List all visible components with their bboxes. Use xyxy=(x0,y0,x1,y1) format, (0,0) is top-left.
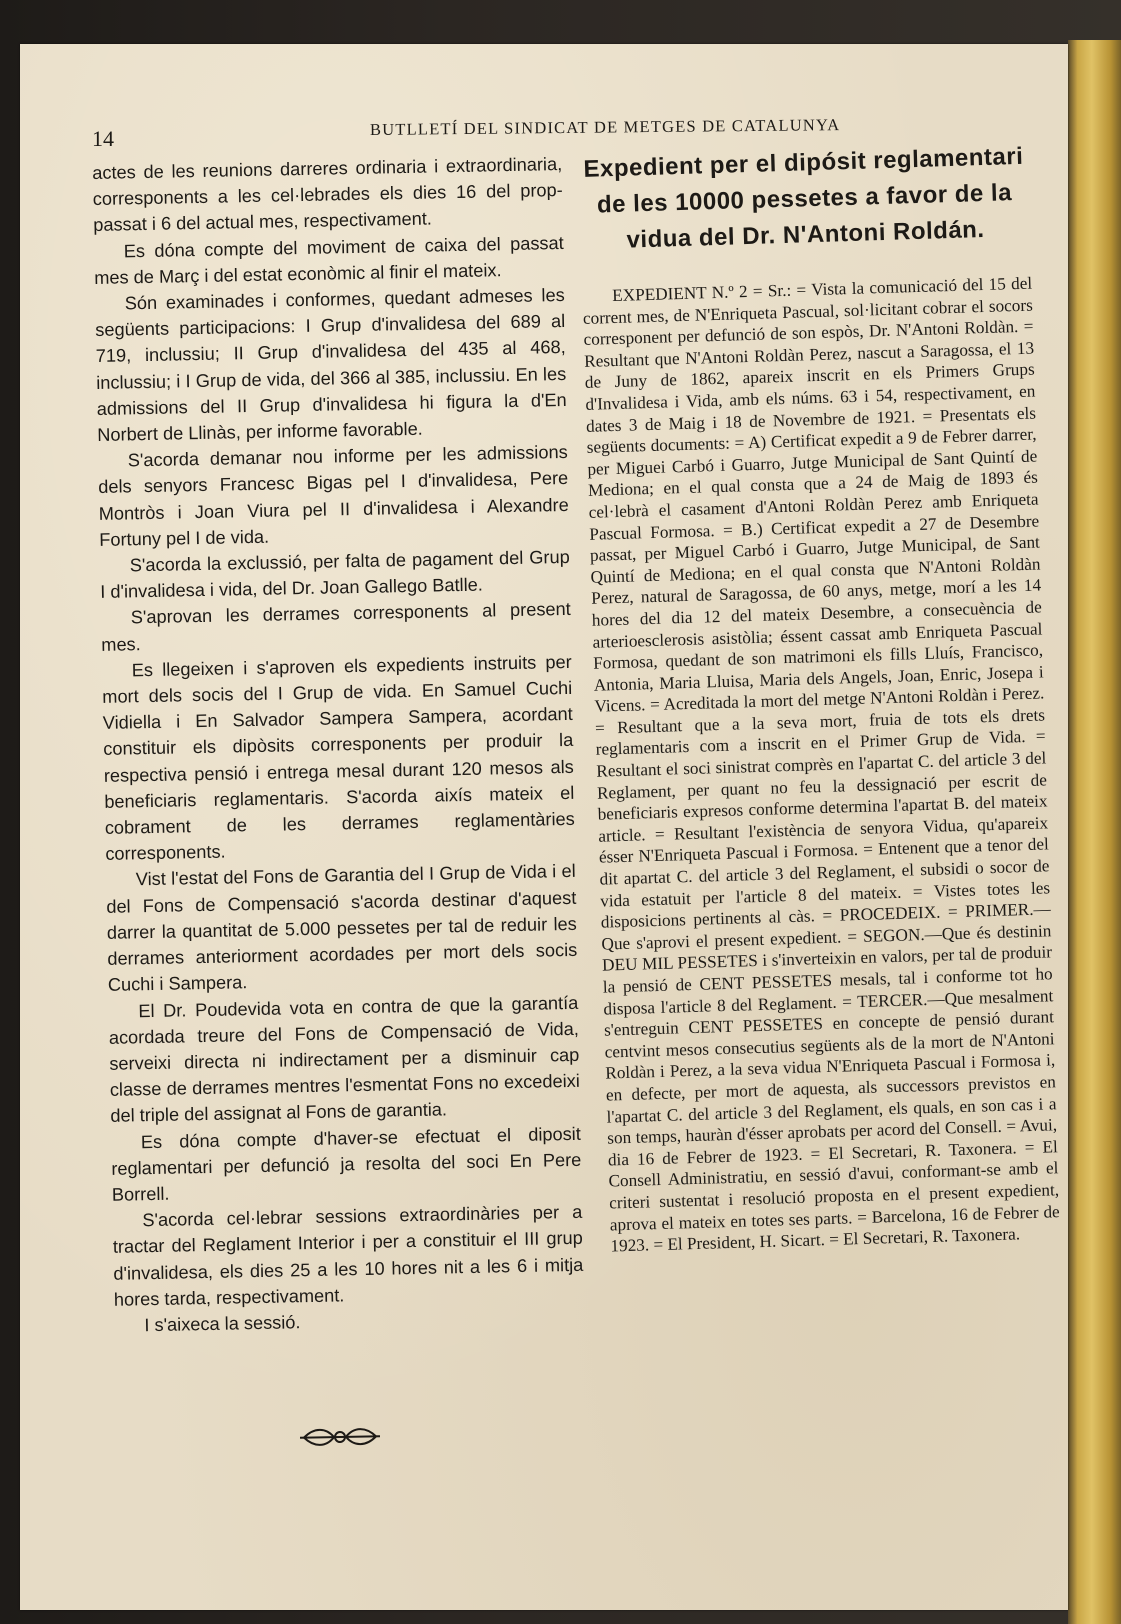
paragraph: S'acorda demanar nou informe per les admissions dels senyors Francesc Bigas pel I d'invalidesa, Pere Montròs i Joan Viura pel II d'invalidesa i Alexandre Fortuny pel I de vida. xyxy=(98,442,569,550)
ornamental-divider-icon xyxy=(300,1424,380,1449)
paragraph: Es llegeixen i s'aproven els expedients instruits per mort dels socis del I Grup de vida. En Samuel Cuchi Vidiella i En Salvador Sampera Sampera, acordant constituir els dipòsits corresponents per produir la respectiva pensió i entrega mesal durant 120 mesos als beneficiaris reglamentaris. S'acorda aixís mateix el cobrament de les derrames reglamentàries corresponents. xyxy=(102,651,575,865)
running-title: BUTLLETÍ DEL SINDICAT DE METGES DE CATALUNYA xyxy=(369,115,841,139)
right-column xyxy=(578,139,1061,1258)
page-number: 14 xyxy=(92,126,114,151)
paragraph: Es dóna compte del moviment de caixa del passat mes de Març i del estat econòmic al finir el mateix. xyxy=(94,232,564,288)
article-title-line: de les 10000 pessetes a favor de la xyxy=(596,179,1013,219)
left-column xyxy=(92,151,585,1339)
paragraph: Són examinades i conformes, quedant admeses les següents participacions: I Grup d'invalidesa del 689 al 719, inclussiu; II Grup d'invalidesa del 435 al 468, inclussiu; i I Grup de vida, del 366 al 385, inclussiu. En les admissions del II Grup d'invalidesa hi figura la d'En Norbert de Llinàs, per informe favorable. xyxy=(95,284,567,445)
paragraph: S'aprovan les derrames corresponents al present mes. xyxy=(101,599,571,655)
paragraph: El Dr. Poudevida vota en contra de que la garantía acordada treure del Fons de Compensació de Vida, serveixi directa ni indirectament per a disminuir cap classe de derrames mentres l'esmentat Fons no excedeixi del triple del assignat al Fons de garantia. xyxy=(108,992,580,1127)
article-title-line: Expedient per el dipósit reglamentari xyxy=(583,142,1024,183)
article-body: EXPEDIENT N.º 2 = Sr.: = Vista la comunicació del 15 del corrent mes, de N'Enriqueta Pascual, sol·licitant cobrar el socors corresponent per defunció de son espòs, Dr. N'Antoni Roldàn. = Resultant que N'Antoni Roldàn Perez, nascut a Saragossa, el 13 de Juny de 1862, apareix inscrit en els Primers Grups d'Invalidesa i Vida, amb els núms. 63 i 54, respectivament, en dates 3 de Maig i 18 de Novembre de 1921. = Presentats els següents documents: = A) Certificat expedit a 9 de Febrer darrer, per Miguei Carbó i Guarro, Jutge Municipal de Sant Quintí de Mediona; en el qual consta que a 24 de Maig de 1893 és cel·lebrà el casament d'Antoni Roldàn Perez amb Enriqueta Pascual Formosa. = B.) Certificat expedit a 27 de Desembre passat, per Miguel Carbó i Guarro, Jutge Municipal, de Sant Quintí de Mediona; en el qual consta que N'Antoni Roldàn Perez, natural de Saragossa, de 60 anys, metge, morí a les 14 hores del dia 12 del mateix Desembre, a consecuència de arterioesclerosis asistòlia; éssent cassat amb Enriqueta Pascual Formosa, quedant de son matrimoni els fills Lluís, Francisco, Antonia, Maria Lluisa, Maria dels Angels, Joan, Enric, Josepa i Vicens. = Acreditada la mort del metge N'Antoni Roldàn i Perez. = Resultant que a la seva mort, fruia de tots els drets reglamentaris com a inscrit en el Primer Grup de Vida. = Resultant el soci sinistrat comprès en l'apartat C. del article 3 del Reglament, per quant no feu la dessignació per escrit de beneficiaris expresos conforme determina l'apartat B. del mateix article. = Resultant l'existència de senyora Vidua, qu'apareix ésser N'Enriqueta Pascual i Formosa. = Entenent que a tenor del dit apartat C. del article 3 del Reglament, el subsidi o socor de vida estatuit per l'article 8 del mateix. = Vistes totes les disposicions pertinents al càs. = PROCEDEIX. = PRIMER.—Que s'aprovi el present expedient. = SEGON.—Que és destinin DEU MIL PESSETES i s'inverteixin en valors, per tal de produir la pensió de CENT PESSETES mesals, tal i conforme tot ho disposa l'article 8 del Reglament. = TERCER.—Que mesalment s'entreguin CENT PESSETES en concepte de pensió durant centvint mesos consecutius següents als de la mort de N'Antoni Roldàn i Perez, a la seva vidua N'Enriqueta Pascual i Formosa i, en defecte, per mort de aquesta, als successors previstos en l'apartat C. del article 3 del Reglament, els quals, en son cas i a son temps, hauràn d'ésser aprobats per acord del Consell. = Avui, dia 16 de Febrer de 1923. = El Secretari, R. Taxonera. = El Consell Administratiu, en sessió d'avui, conformant-se amb el criteri sustentat i resolució proposta en el present expedient, aprova el mateix en totes ses parts. = Barcelona, 16 de Febrer de 1923. = El President, H. Sicart. = El Secretari, R. Taxonera. xyxy=(582,273,1060,1256)
paragraph: Es dóna compte d'haver-se efectuat el diposit reglamentari per defunció ja resolta del soci En Pere Borrell. xyxy=(111,1123,582,1205)
paragraph: actes de les reunions darreres ordinaria i extraordinaria, corresponents a les cel·lebrades els dies 16 del prop-passat i 6 del actual mes, respectivament. xyxy=(92,153,563,236)
article-title-line: vidua del Dr. N'Antoni Roldán. xyxy=(626,215,985,254)
paragraph: I s'aixeca la sessió. xyxy=(144,1312,301,1336)
paragraph: Vist l'estat del Fons de Garantia del I Grup de Vida i el del Fons de Compensació s'acorda destinar d'aquest darrer la quantitat de 5.000 pessetes per tal de reduir les derrames anteriorment acordades per mort dels socis Cuchi i Sampera. xyxy=(106,861,578,996)
article-title xyxy=(578,139,1031,260)
book-spine xyxy=(1068,40,1121,1624)
paragraph: S'acorda la exclussió, per falta de pagament del Grup I d'invalidesa i vida, del Dr. Joan Gallego Batlle. xyxy=(100,546,570,603)
paragraph: S'acorda cel·lebrar sessions extraordinàries per a tractar del Reglament Interior i per a constituir el III grup d'invalidesa, els dies 25 a les 10 hores nit a les 6 i mitja hores tarda, respectivament. xyxy=(112,1201,584,1310)
